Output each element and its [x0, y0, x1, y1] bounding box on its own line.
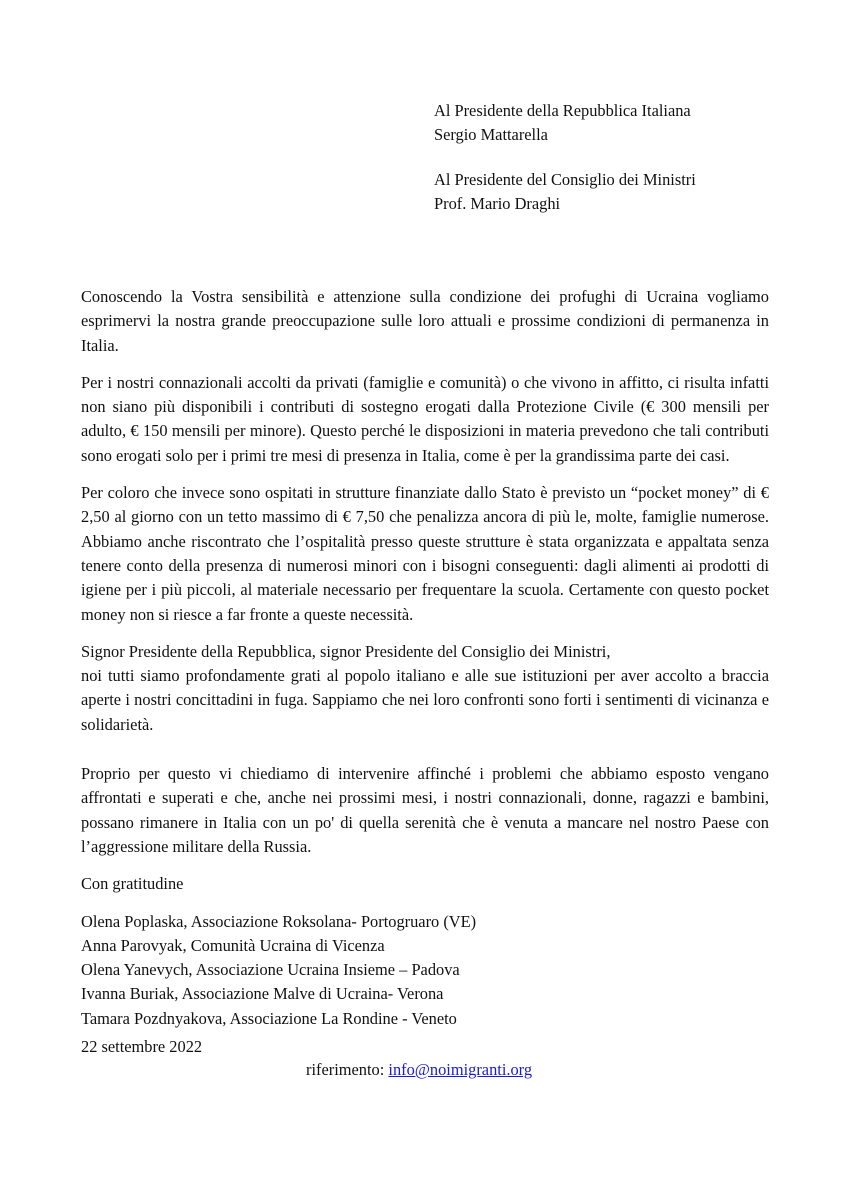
paragraph-civil-protection: Per i nostri connazionali accolti da privati (famiglie e comunità) o che vivono in affitto, ci risulta infatti non siano più disponibili i contributi di sostegno erogati dalla Protezione Civile (€ 300 mensili per adulto, € 150 mensili per minore). Questo perché le disposizioni in materia prevedono che tali contributi sono erogati solo per i primi tre mesi di presenza in Italia, come è per la grandissima parte dei casi. — [81, 372, 769, 465]
closing: Con gratitudine — [81, 874, 184, 894]
signatory: Tamara Pozdnyakova, Associazione La Rondine - Veneto — [81, 1008, 457, 1028]
paragraph-intro: Conoscendo la Vostra sensibilità e attenzione sulla condizione dei profughi di Ucraina vogliamo esprimervi la nostra grande preoccupazione sulle loro attuali e prossime condizioni di permanenza in Italia. — [81, 287, 769, 355]
recipient-title: Al Presidente del Consiglio dei Ministri — [434, 170, 696, 189]
signatory: Anna Parovyak, Comunità Ucraina di Vicenza — [81, 935, 385, 955]
recipient-block-prime-minister — [434, 168, 696, 216]
letter-body — [81, 285, 769, 1031]
recipient-block-president — [434, 99, 691, 147]
reference-email-link[interactable]: info@noimigranti.org — [388, 1060, 533, 1079]
signatory: Olena Poplaska, Associazione Roksolana- Portogruaro (VE) — [81, 911, 477, 931]
recipient-title: Al Presidente della Repubblica Italiana — [434, 101, 691, 120]
recipient-name: Sergio Mattarella — [434, 125, 548, 144]
signatory: Olena Yanevych, Associazione Ucraina Insieme – Padova — [81, 960, 460, 980]
paragraph-gratitude: noi tutti siamo profondamente grati al popolo italiano e alle sue istituzioni per aver accolto a braccia aperte i nostri concittadini in fuga. Sappiamo che nei loro confronti sono forti i sentimenti di vicinanza e solidarietà. — [81, 666, 769, 734]
signatory: Ivanna Buriak, Associazione Malve di Ucraina- Verona — [81, 984, 444, 1004]
paragraph-salutation: Signor Presidente della Repubblica, signor Presidente del Consiglio dei Ministri, — [81, 641, 611, 661]
paragraph-request: Proprio per questo vi chiediamo di intervenire affinché i problemi che abbiamo esposto vengano affrontati e superati e che, anche nei prossimi mesi, i nostri connazionali, donne, ragazzi e bambini, possano rimanere in Italia con un po' di quella serenità che è venuta a mancare nel nostro Paese con l’aggressione militare della Russia. — [81, 764, 769, 856]
paragraph-pocket-money: Per coloro che invece sono ospitati in strutture finanziate dallo Stato è previsto un “pocket money” di € 2,50 al giorno con un tetto massimo di € 7,50 che penalizza ancora di più le, molte, famiglie numerose. Abbiamo anche riscontrato che l’ospitalità presso queste strutture è stata organizzata e appaltata senza tenere conto della presenza di numerosi minori con i bisogni conseguenti: dagli alimenti ai prodotti di igiene per i più piccoli, al materiale necessario per frequentare la scuola. Certamente con questo pocket money non si riesce a far fronte a queste necessità. — [81, 483, 769, 624]
reference-line — [306, 1058, 532, 1082]
signatories-list — [81, 910, 769, 1031]
recipient-name: Prof. Mario Draghi — [434, 194, 561, 213]
reference-label: riferimento: — [306, 1060, 385, 1079]
letter-date: 22 settembre 2022 — [81, 1037, 203, 1056]
